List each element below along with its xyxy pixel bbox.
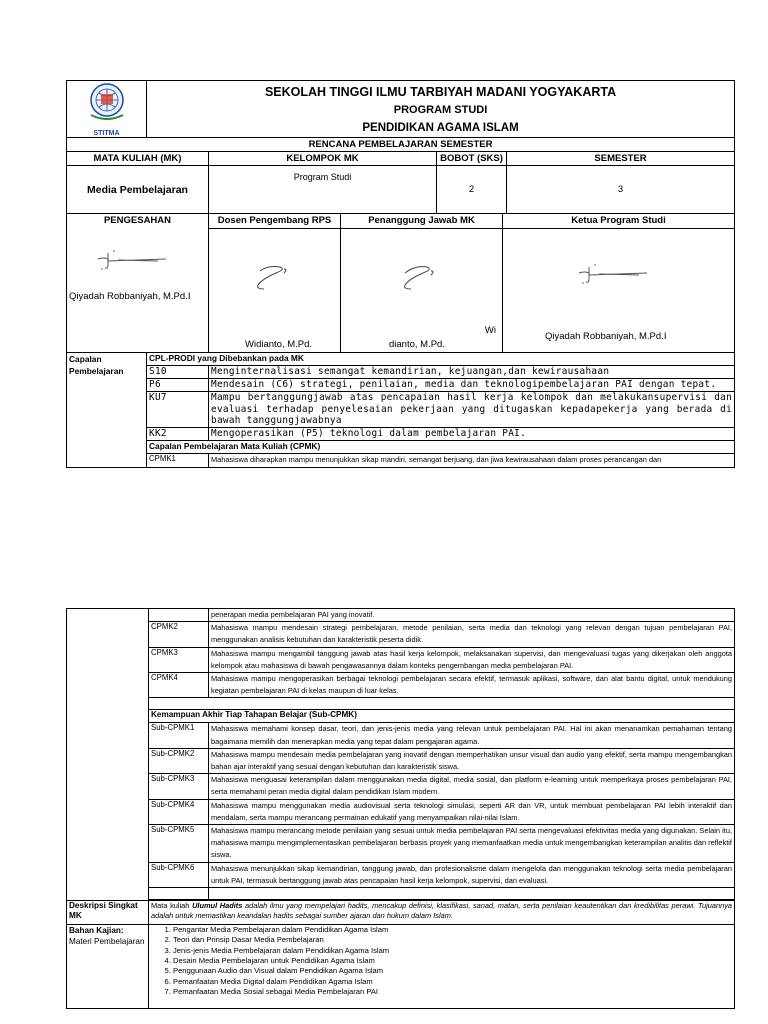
signature-2-image <box>240 259 310 299</box>
signature-3-image <box>387 259 457 299</box>
cpmk-text: Mahasiswa mampu mengoperasikan berbagai teknologi pembelajaran secara efektif, termasuk aplikasi, software, dan alat bantu digital, untuk mendukung kegiatan pembelajaran PAI di kelas maupun di luar kelas. <box>209 673 735 698</box>
logo-cell <box>67 81 147 138</box>
subcpmk-code: Sub-CPMK6 <box>149 862 209 887</box>
subcpmk-text: Mahasiswa memahami konsep dasar, teori, dan jenis-jenis media yang relevan untuk pembelajaran PAI. Hal ini akan menanamkan pemahaman tentang bagaimana memilih dan menerapkan media yang tepat dalam pengajaran agama. <box>209 723 735 748</box>
rps-continuation-table <box>66 608 735 1009</box>
materials-list-cell <box>149 925 735 1009</box>
cpl-text: Mampu bertanggungjawab atas pencapaian hasil kerja kelompok dan melakukansupervisi dan evaluasi terhadap penyelesaian pekerjaan yang ditugaskan kepadapekerja yang berada di bawah tanggungjawabnya <box>209 392 735 428</box>
materials-sublabel: Materi Pembelajaran <box>69 937 145 947</box>
outcomes-label-cont <box>67 609 149 901</box>
cpmk-code: CPMK3 <box>149 647 209 672</box>
spacer-row <box>149 698 735 710</box>
materials-label: Bahan Kajian: <box>69 926 124 936</box>
description-cell <box>149 901 735 925</box>
pengesahan-name: Qiyadah Robbaniyah, M.Pd.I <box>69 291 191 302</box>
pengesahan-cell <box>67 214 209 353</box>
materials-item: 1. Pengantar Media Pembelajaran dalam Pendidikan Agama Islam <box>173 925 732 935</box>
cpl-code: S10 <box>147 366 209 379</box>
course-semester: 3 <box>507 166 735 214</box>
subcpmk-text: Mahasiswa menunjukkan sikap kemandirian, tanggung jawab, dan profesionalisme dalam mengelola dan menggunakan teknologi serta media pembelajaran untuk PAI, termasuk bertanggung jawab atas pencapaian hasil kerja kelompok, supervisi, dan evaluasi. <box>209 862 735 887</box>
materials-item: 4. Desain Media Pembelajaran untuk Pendidikan Agama Islam <box>173 956 732 966</box>
penanggung-jawab-name-part1: Wi <box>484 325 496 336</box>
header-dosen-pengembang: Dosen Pengembang RPS <box>209 214 341 229</box>
ketua-prodi-cell <box>503 229 735 353</box>
cpl-text: Mendesain (C6) strategi, penilaian, media dan teknologipembelajaran PAI dengan tepat. <box>209 379 735 392</box>
doc-title: RENCANA PEMBELAJARAN SEMESTER <box>67 138 735 152</box>
subcpmk-code: Sub-CPMK5 <box>149 825 209 863</box>
materials-item: 5. Penggunaan Audio dan Visual dalam Pendidikan Agama Islam <box>173 966 732 976</box>
subcpmk-code: Sub-CPMK2 <box>149 748 209 773</box>
subcpmk-text: Mahasiswa mampu merancang metode penilaian yang sesuai untuk media pembelajaran PAI serta mengevaluasi efektivitas media yang digunakan. Selain itu, mahasiswa mampu mengimplementasikan pembelajaran berbasis proyek yang memanfaatkan media untuk mengembangkan keterampilan analitis dan reflektif siswa. <box>209 825 735 863</box>
cpl-title: CPL-PRODI yang Dibebankan pada MK <box>147 353 735 366</box>
cpmk-text: Mahasiswa mampu mengambil tanggung jawab atas hasil kerja kelompok, melaksanakan supervisi, dan mengevaluasi tugas yang dikerjakan oleh anggota kelompok atau mahasiswa di bawah pengawasannya dalam konteks pengembangan media pembelajaran PAI. <box>209 647 735 672</box>
course-group: Program Studi <box>209 166 437 214</box>
materials-item: 3. Jenis-jenis Media Pembelajaran dalam Pendidikan Agama Islam <box>173 946 732 956</box>
description-course: Ulumul Hadits <box>192 901 243 911</box>
outcomes-label: Capalan Pembelajaran <box>67 353 147 468</box>
cpmk-code: CPMK1 <box>147 454 209 468</box>
cpmk-code-cont <box>149 609 209 622</box>
cpmk-text: Mahasiswa mampu mendesain strategi pembelajaran, metode penilaian, serta media dan teknologi yang relevan dengan tujuan pembelajaran PAI, menggunakan analisis kebutuhan dan karakteristik peserta didik. <box>209 622 735 647</box>
cpmk-text: Mahasiswa diharapkan mampu menunjukkan sikap mandiri, semangat berjuang, dan jiwa kewirausahaan dalam proses perancangan dan <box>209 454 735 468</box>
header-bobot: BOBOT (SKS) <box>437 152 507 166</box>
institution-name: SEKOLAH TINGGI ILMU TARBIYAH MADANI YOGYAKARTA <box>264 85 617 99</box>
cpl-code: KK2 <box>147 428 209 441</box>
subcpmk-title: Kemampuan Akhir Tiap Tahapan Belajar (Sub-CPMK) <box>149 710 735 723</box>
header-semester: SEMESTER <box>507 152 735 166</box>
cpl-text: Menginternalisasi semangat kemandirian, kejuangan,dan kewirausahaan <box>209 366 735 379</box>
program-label: PROGRAM STUDI <box>393 104 488 116</box>
penanggung-jawab-name-part2: dianto, M.Pd. <box>389 339 445 350</box>
course-name: Media Pembelajaran <box>67 166 209 214</box>
cpmk-text: penerapan media pembelajaran PAI yang inovatif. <box>209 609 735 622</box>
penanggung-jawab-cell <box>341 229 503 353</box>
header-penanggung-jawab: Penanggung Jawab MK <box>341 214 503 229</box>
materials-label-cell <box>67 925 149 1009</box>
description-prefix: Mata kuliah <box>151 901 193 911</box>
subcpmk-text: Mahasiswa mampu mendesain media pembelajaran yang inovatif dengan memperhatikan unsur visual dan audio yang efektif, serta mampu mengembangkan bahan ajar interaktif yang sesuai dengan kebutuhan dan karakteristik siswa. <box>209 748 735 773</box>
materials-item: 7. Pemanfaatan Media Sosial sebagai Media Pembelajaran PAI <box>173 987 732 997</box>
header-ketua-prodi: Ketua Program Studi <box>503 214 735 229</box>
signature-1-image <box>88 245 188 275</box>
subcpmk-text: Mahasiswa menguasai keterampilan dalam menggunakan media digital, media sosial, dan platform e-learning untuk memperkaya proses pembelajaran PAI, serta memahami peran media digital dalam pendidikan Islam modern. <box>209 774 735 799</box>
ketua-prodi-name: Qiyadah Robbaniyah, M.Pd.I <box>545 331 667 342</box>
cpl-code: KU7 <box>147 392 209 428</box>
dosen-pengembang-cell <box>209 229 341 353</box>
logo-text: STITMA <box>93 130 120 137</box>
materials-list <box>151 925 732 997</box>
description-text: adalah ilmu yang mempelajari hadits, mencakup definisi, klasifikasi, sanad, matan, serta penilaian keautentikan dan kredibilitas perawi. Tujuannya adalah untuk memastikan keandalan hadits sebagai sumber ajaran dan hukum dalam Islam. <box>151 901 732 921</box>
dosen-pengembang-name: Widianto, M.Pd. <box>245 339 313 350</box>
cpmk-code: CPMK2 <box>149 622 209 647</box>
subcpmk-code: Sub-CPMK1 <box>149 723 209 748</box>
empty-code-cell <box>149 888 209 900</box>
materials-item: 6. Pemanfaatan Media Digital dalam Pendidikan Agama Islam <box>173 977 732 987</box>
program-name: PENDIDIKAN AGAMA ISLAM <box>362 122 519 134</box>
subcpmk-code: Sub-CPMK4 <box>149 799 209 824</box>
empty-text-cell <box>209 888 735 900</box>
subcpmk-text: Mahasiswa mampu menggunakan media audiovisual serta teknologi simulasi, seperti AR dan VR, untuk membuat pembelajaran PAI lebih interaktif dan mendalam, serta mampu merancang permainan edukatif yang menyampaikan nilai-nilai Islam. <box>209 799 735 824</box>
materials-item: 2. Teori dan Prinsip Dasar Media Pembelajaran <box>173 935 732 945</box>
stitma-logo <box>85 81 129 131</box>
cpmk-code: CPMK4 <box>149 673 209 698</box>
header-kelompok: KELOMPOK MK <box>209 152 437 166</box>
rps-header-table <box>66 80 735 468</box>
course-credits: 2 <box>437 166 507 214</box>
institution-cell <box>147 81 735 138</box>
pengesahan-label: PENGESAHAN <box>103 215 172 226</box>
description-label: Deskripsi Singkat MK <box>67 901 149 925</box>
cpmk-title: Capalan Pembelajaran Mata Kuliah (CPMK) <box>147 441 735 454</box>
cpl-text: Mengoperasikan (P5) teknologi dalam pembelajaran PAI. <box>209 428 735 441</box>
cpl-code: P6 <box>147 379 209 392</box>
subcpmk-code: Sub-CPMK3 <box>149 774 209 799</box>
signature-4-image <box>569 259 669 289</box>
header-mk: MATA KULIAH (MK) <box>67 152 209 166</box>
